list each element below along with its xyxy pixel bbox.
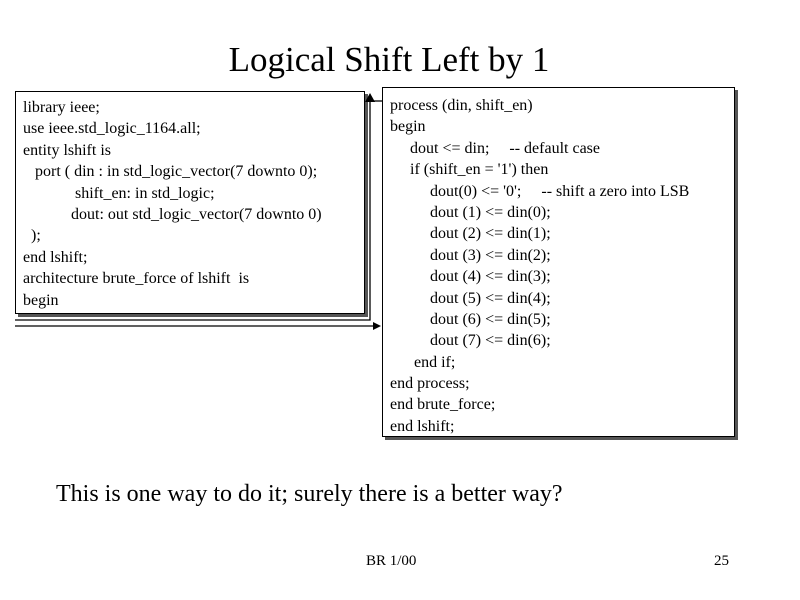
code-line: end lshift; <box>23 248 88 266</box>
slide-caption: This is one way to do it; surely there is a better way? <box>56 481 563 507</box>
code-line: dout (1) <= din(0); <box>390 203 551 221</box>
code-line: dout(0) <= '0'; -- shift a zero into LSB <box>390 182 690 200</box>
code-line: dout (4) <= din(3); <box>390 268 551 286</box>
code-line: dout (6) <= din(5); <box>390 310 551 328</box>
code-line: port ( din : in std_logic_vector(7 downto 0); <box>23 163 318 181</box>
code-line: dout (7) <= din(6); <box>390 332 551 350</box>
code-line: dout (2) <= din(1); <box>390 225 551 243</box>
code-line: begin <box>23 291 59 309</box>
code-line: ); <box>23 227 41 245</box>
footer-label: BR 1/00 <box>366 553 417 569</box>
code-line: end brute_force; <box>390 396 496 414</box>
code-line: end process; <box>390 375 470 393</box>
code-line: architecture brute_force of lshift is <box>23 270 250 288</box>
code-line: dout (3) <= din(2); <box>390 246 551 264</box>
code-line: entity lshift is <box>23 141 111 159</box>
code-line: process (din, shift_en) <box>390 97 533 114</box>
page-number: 25 <box>714 553 729 569</box>
code-line: end lshift; <box>390 417 455 435</box>
entity-code-box <box>15 91 365 314</box>
code-line: dout (5) <= din(4); <box>390 289 551 307</box>
code-line: dout: out std_logic_vector(7 downto 0) <box>23 205 322 223</box>
code-line: dout <= din; -- default case <box>390 139 600 157</box>
architecture-code-box <box>382 87 735 437</box>
code-line: shift_en: in std_logic; <box>23 184 215 202</box>
code-line: library ieee; <box>23 99 100 116</box>
code-line: end if; <box>390 353 456 371</box>
code-line: if (shift_en = '1') then <box>390 161 549 179</box>
code-line: use ieee.std_logic_1164.all; <box>23 120 201 138</box>
slide-title: Logical Shift Left by 1 <box>228 40 550 79</box>
code-line: begin <box>390 118 426 136</box>
